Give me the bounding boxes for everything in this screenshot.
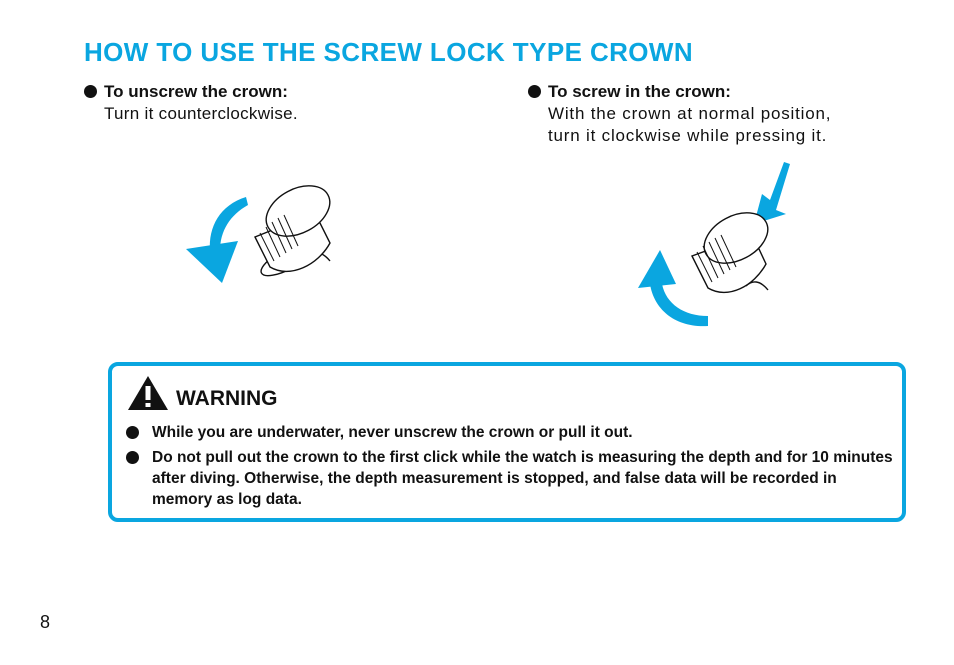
- screw-line-2: turn it clockwise while pressing it.: [548, 126, 828, 145]
- warning-item: [126, 422, 894, 443]
- warning-item-text: While you are underwater, never unscrew the crown or pull it out.: [152, 424, 633, 441]
- page-number: 8: [40, 612, 51, 632]
- warning-icon: [126, 374, 170, 412]
- warning-box: [108, 362, 906, 522]
- screw-figure: [630, 160, 810, 335]
- bullet-icon: [126, 426, 139, 439]
- unscrew-instruction: [84, 81, 464, 125]
- bullet-icon: [84, 85, 97, 98]
- bullet-icon: [126, 451, 139, 464]
- warning-title: WARNING: [176, 387, 278, 410]
- press-arrow-icon: [754, 162, 790, 224]
- unscrew-line: Turn it counterclockwise.: [104, 104, 298, 123]
- bullet-icon: [528, 85, 541, 98]
- crown-illustration: [255, 176, 338, 282]
- warning-item-text: Do not pull out the crown to the first click while the watch is measuring the depth and for 10 minutes after diving. Otherwise, the depth measurement is stopped, and false data will be recorded in memory as log data.: [152, 449, 893, 508]
- warning-list: [126, 422, 894, 514]
- warning-item: [126, 447, 894, 510]
- page-title: HOW TO USE THE SCREW LOCK TYPE CROWN: [84, 37, 694, 67]
- counterclockwise-arrow-icon: [186, 197, 248, 283]
- screw-instruction: [528, 81, 928, 147]
- unscrew-figure: [180, 175, 350, 295]
- screw-line-1: With the crown at normal position,: [548, 104, 832, 123]
- screw-heading: To screw in the crown:: [548, 82, 731, 101]
- unscrew-heading: To unscrew the crown:: [104, 82, 288, 101]
